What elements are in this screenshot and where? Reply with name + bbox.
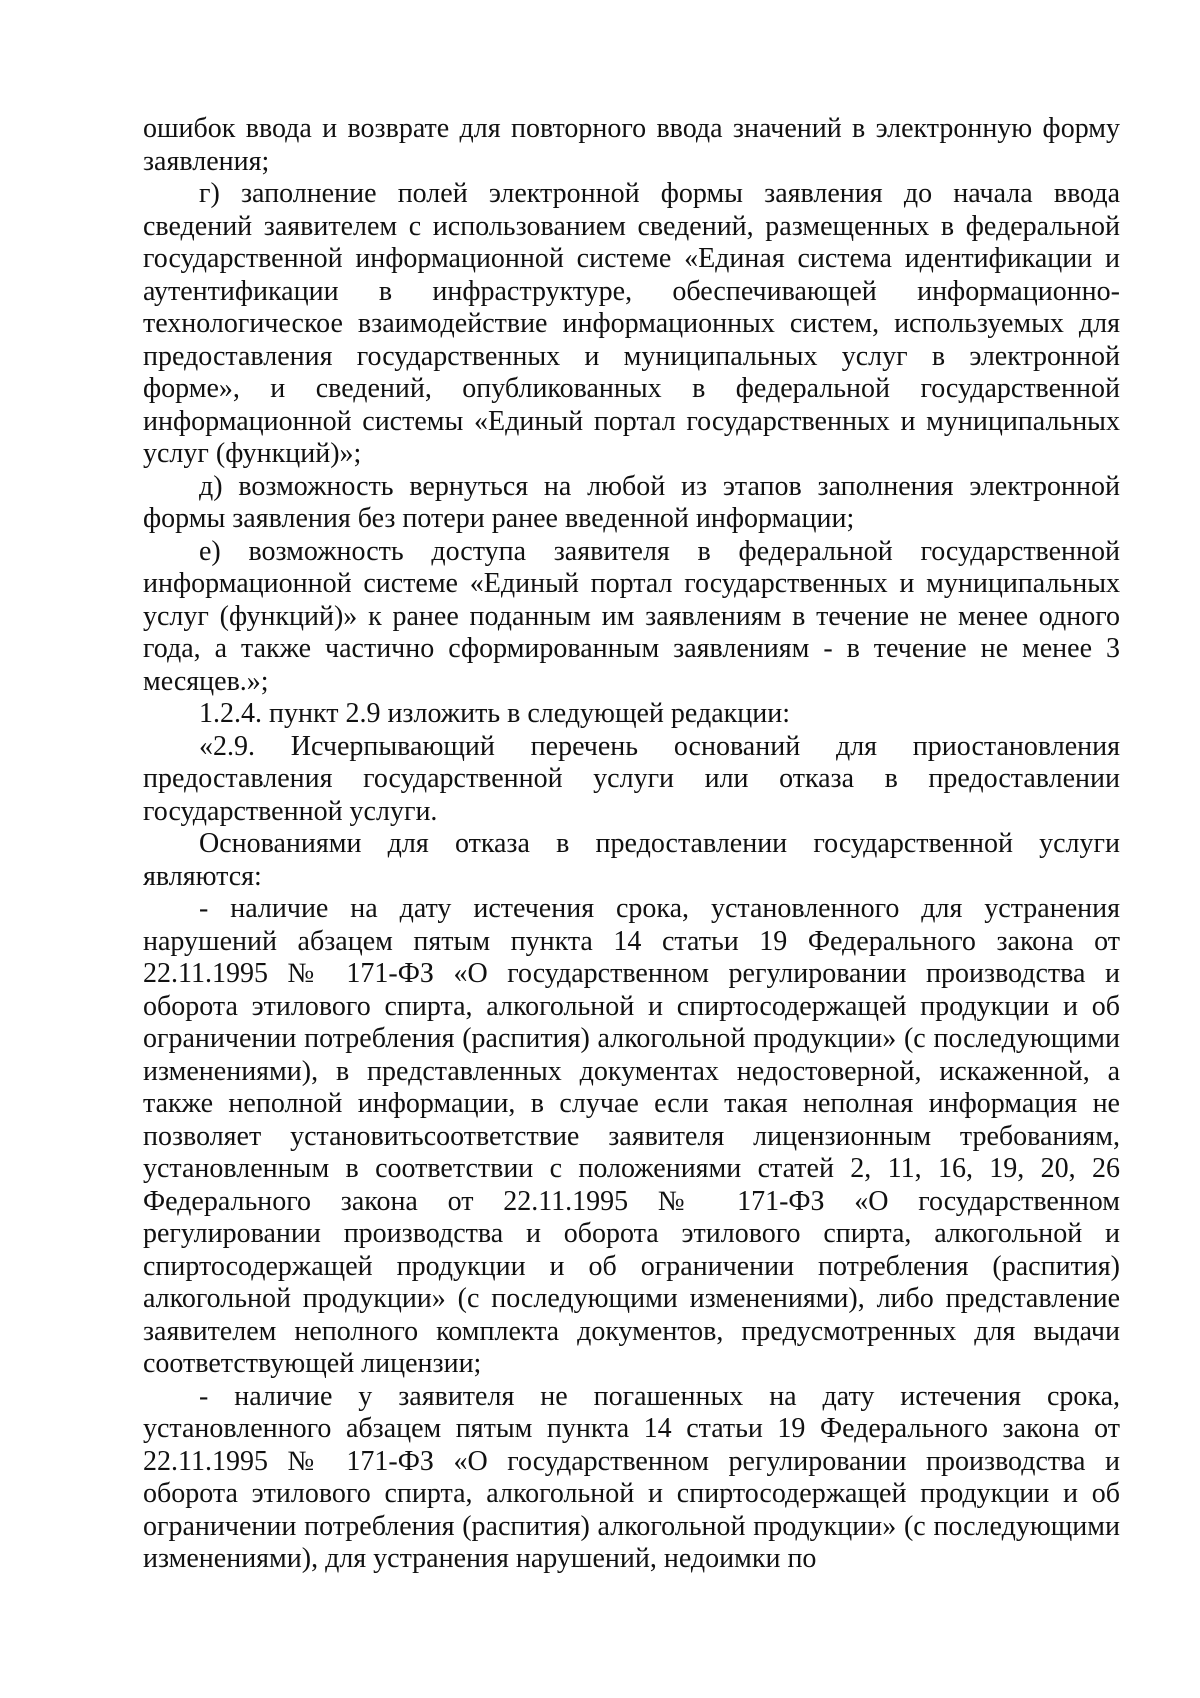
paragraph-item-g: г) заполнение полей электронной формы заявления до начала ввода сведений заявителем с использованием сведений, размещенных в федеральной государственной информационной системе «Единая система идентификации и аутентификации в инфраструктуре, обеспечивающей информационно-технологическое взаимодействие информационных систем, используемых для предоставления государственных и муниципальных услуг в электронной форме», и сведений, опубликованных в федеральной государственной информационной системы «Единый портал государственных и муниципальных услуг (функций)»; (143, 178, 1120, 469)
paragraph-continuation: ошибок ввода и возврате для повторного ввода значений в электронную форму заявления; (143, 113, 1120, 177)
paragraph-ground-2: - наличие у заявителя не погашенных на дату истечения срока, установленного абзацем пятым пункта 14 статьи 19 Федерального закона от 22.11.1995 № 171-ФЗ «О государственном регулировании производства и оборота этилового спирта, алкогольной и спиртосодержащей продукции и об ограничении потребления (распития) алкогольной продукции» (с последующими изменениями), для устранения нарушений, недоимки по (143, 1380, 1120, 1574)
paragraph-clause-1-2-4: 1.2.4. пункт 2.9 изложить в следующей редакции: (199, 698, 790, 729)
paragraph-item-d: д) возможность вернуться на любой из этапов заполнения электронной формы заявления без потери ранее введенной информации; (143, 470, 1120, 534)
paragraph-clause-2-9: «2.9. Исчерпывающий перечень оснований для приостановления предоставления государственной услуги или отказа в предоставлении государственной услуги. (143, 730, 1120, 827)
paragraph-refusal-grounds: Основаниями для отказа в предоставлении государственной услуги являются: (143, 828, 1120, 892)
document-page (143, 113, 1120, 1576)
paragraph-item-e: е) возможность доступа заявителя в федеральной государственной информационной системе «Единый портал государственных и муниципальных услуг (функций)» к ранее поданным им заявлениям в течение не менее одного года, а также частично сформированным заявлениям - в течение не менее 3 месяцев.»; (143, 535, 1120, 697)
paragraph-ground-1: - наличие на дату истечения срока, установленного для устранения нарушений абзацем пятым пункта 14 статьи 19 Федерального закона от 22.11.1995 № 171-ФЗ «О государственном регулировании производства и оборота этилового спирта, алкогольной и спиртосодержащей продукции и об ограничении потребления (распития) алкогольной продукции» (с последующими изменениями), в представленных документах недостоверной, искаженной, а также неполной информации, в случае если такая неполная информация не позволяет установитьсоответствие заявителя лицензионным требованиям, установленным в соответствии с положениями статей 2, 11, 16, 19, 20, 26 Федерального закона от 22.11.1995 № 171-ФЗ «О государственном регулировании производства и оборота этилового спирта, алкогольной и спиртосодержащей продукции и об ограничении потребления (распития) алкогольной продукции» (с последующими изменениями), либо представление заявителем неполного комплекта документов, предусмотренных для выдачи соответствующей лицензии; (143, 893, 1120, 1379)
